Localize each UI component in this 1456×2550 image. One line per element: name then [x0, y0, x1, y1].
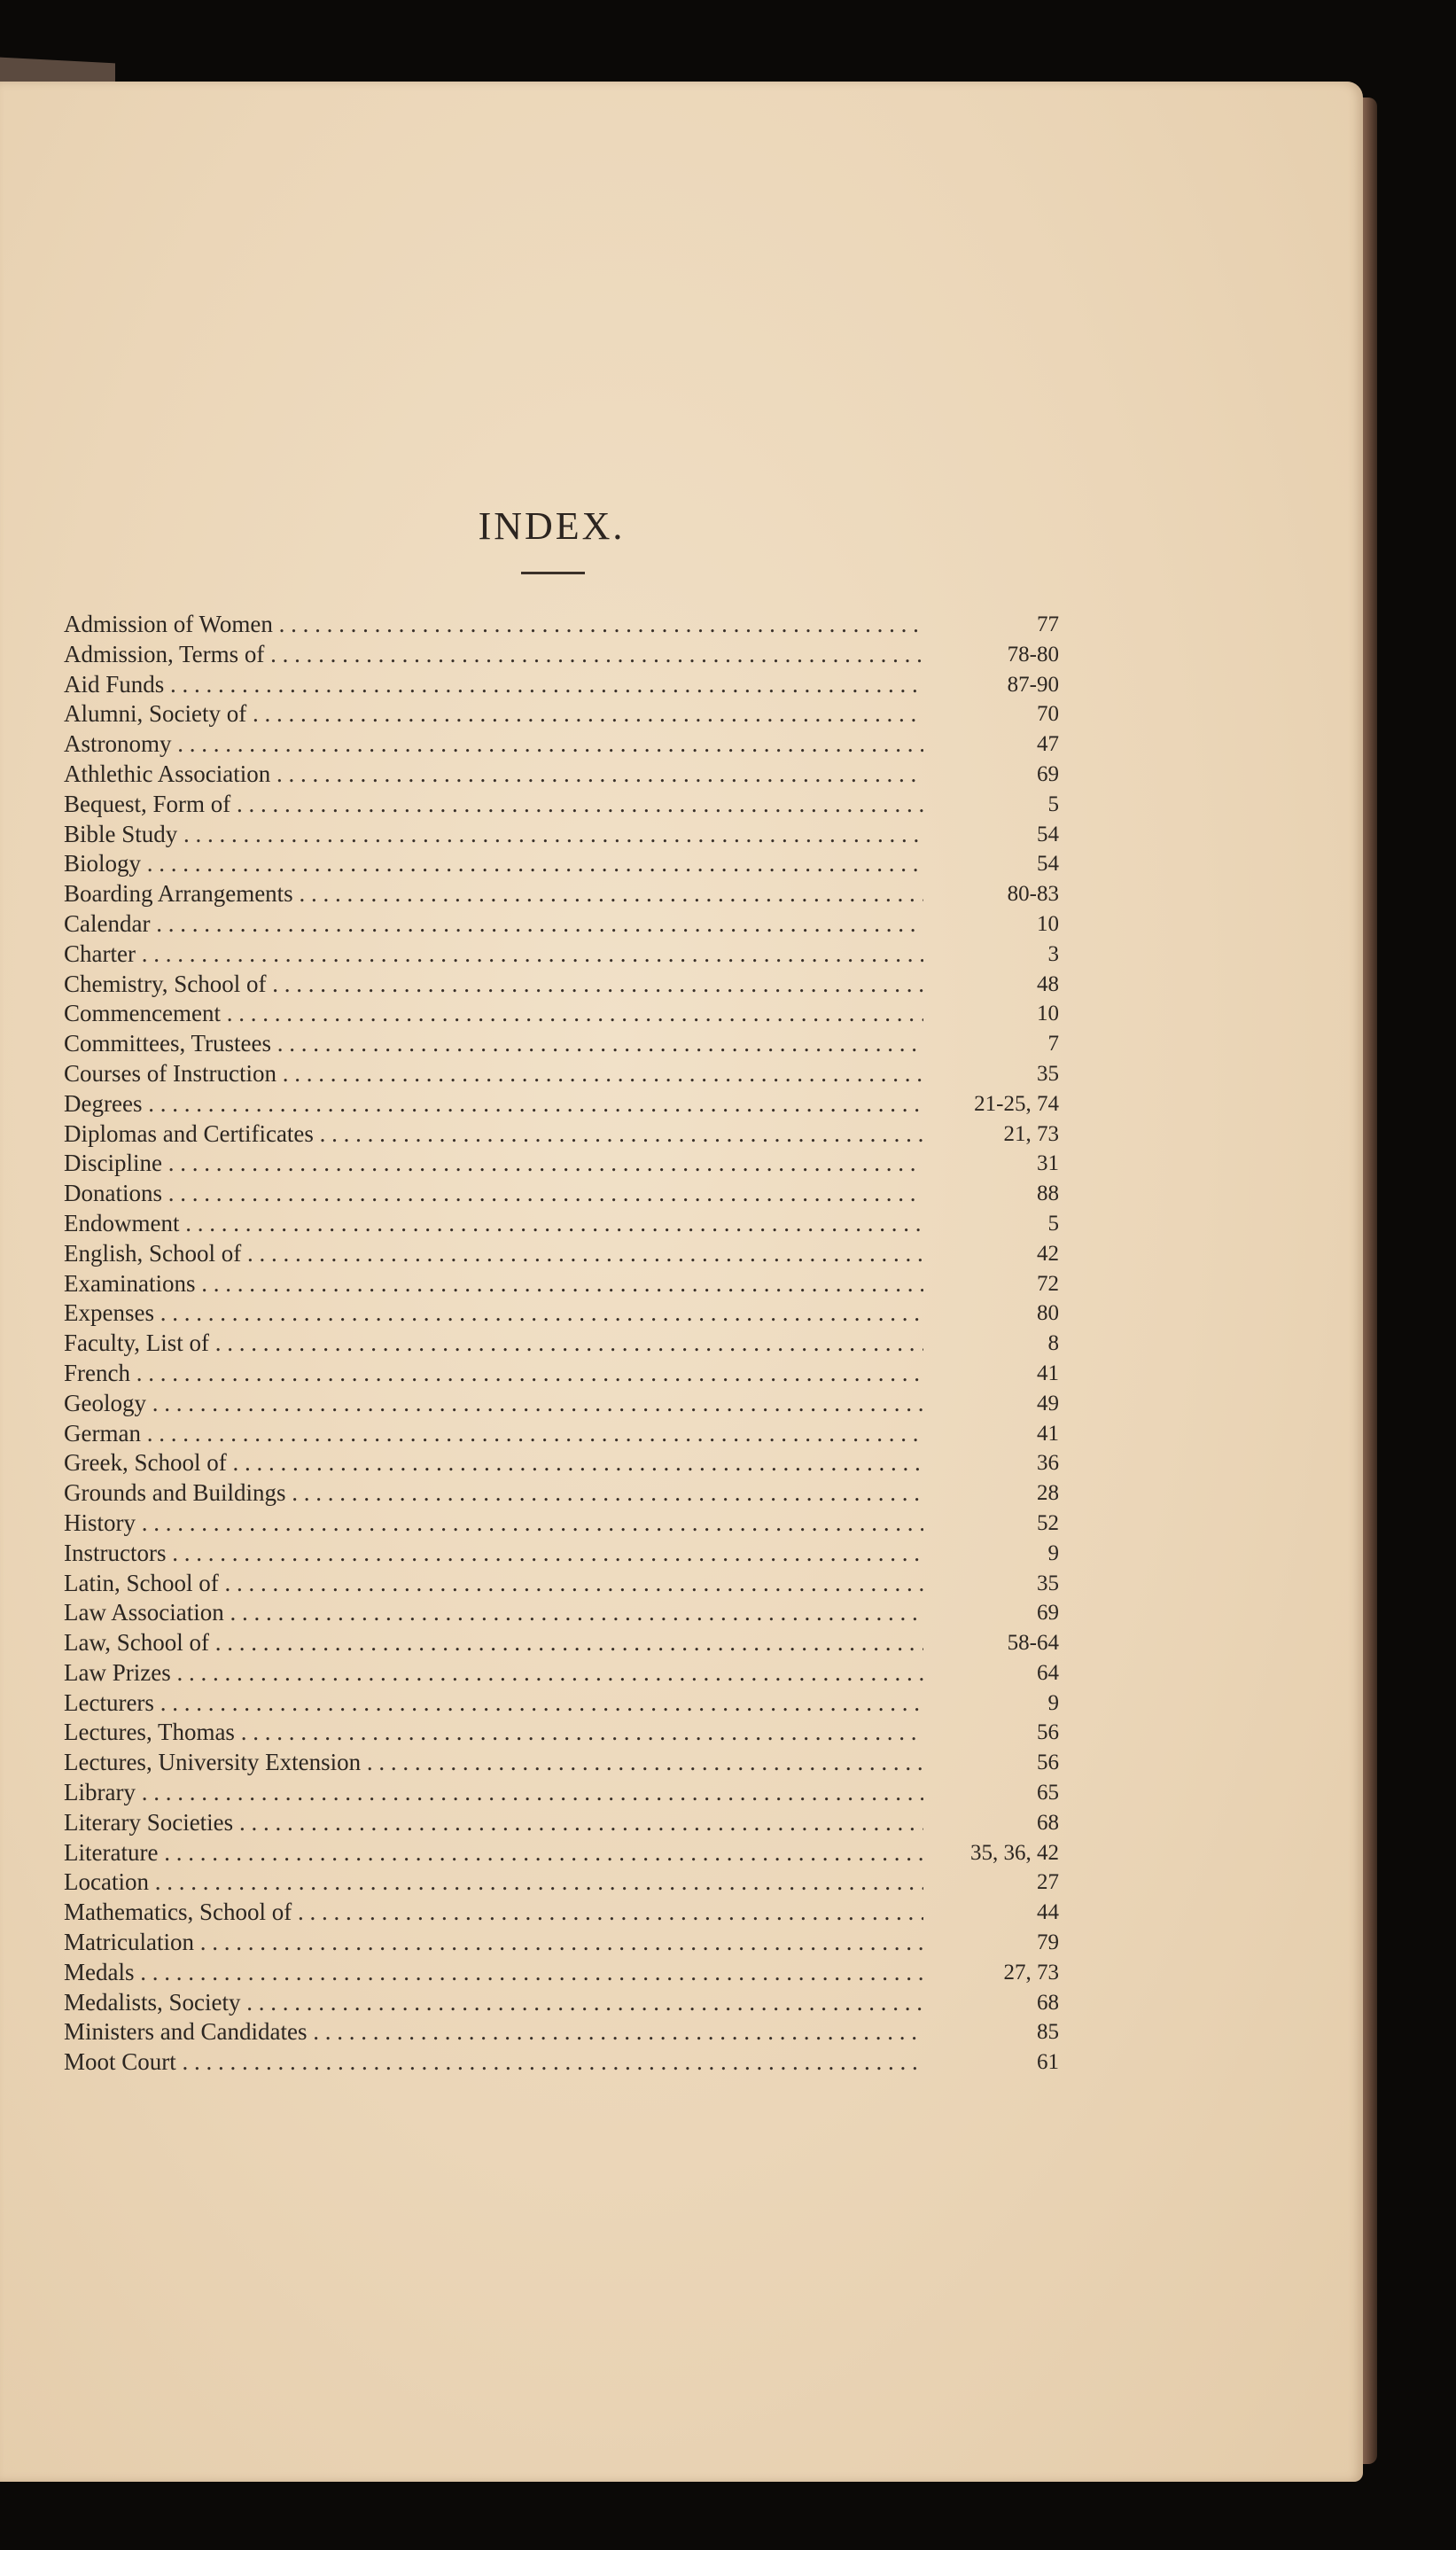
index-entry	[64, 879, 1074, 909]
entry-pages: 78-80	[1007, 642, 1059, 667]
entry-pages: 77	[1037, 612, 1059, 636]
index-entry	[64, 1059, 1074, 1089]
entry-pages: 54	[1037, 852, 1059, 877]
entry-pages: 69	[1037, 1601, 1059, 1626]
entry-pages: 28	[1037, 1481, 1059, 1506]
entry-label: Lectures, University Extension . . .	[64, 1748, 923, 1778]
index-entry	[64, 670, 1074, 700]
entry-pages: 31	[1037, 1151, 1059, 1176]
entry-pages: 27, 73	[1003, 1960, 1059, 1985]
entry-pages: 72	[1037, 1271, 1059, 1296]
index-entry	[64, 1119, 1074, 1150]
index-entry	[64, 1569, 1074, 1599]
entry-label: Committees, Trustees . . .	[64, 1029, 923, 1059]
index-entry	[64, 1089, 1074, 1119]
entry-label: Faculty, List of . . .	[64, 1329, 923, 1359]
entry-pages: 52	[1037, 1510, 1059, 1535]
index-entry	[64, 1838, 1074, 1868]
entry-label: Examinations . . .	[64, 1269, 923, 1299]
entry-pages: 54	[1037, 822, 1059, 846]
entry-label: Literature . . .	[64, 1838, 923, 1868]
entry-pages: 35, 36, 42	[970, 1840, 1059, 1865]
entry-label: Bible Study . . .	[64, 820, 923, 850]
entry-label: Donations . . .	[64, 1179, 923, 1209]
title-rule	[521, 572, 585, 574]
entry-label: Moot Court . . .	[64, 2047, 923, 2078]
entry-label: English, School of . . .	[64, 1239, 923, 1269]
entry-pages: 65	[1037, 1781, 1059, 1805]
entry-label: Boarding Arrangements . . .	[64, 879, 923, 909]
entry-pages: 5	[1047, 1211, 1059, 1236]
entry-pages: 88	[1037, 1181, 1059, 1206]
entry-pages: 61	[1037, 2050, 1059, 2075]
index-entry	[64, 1419, 1074, 1449]
index-entry	[64, 640, 1074, 670]
entry-label: Matriculation . . .	[64, 1928, 923, 1958]
index-entry	[64, 940, 1074, 970]
entry-label: Law Association . . .	[64, 1598, 923, 1628]
entry-pages: 41	[1037, 1421, 1059, 1446]
index-entry	[64, 1239, 1074, 1269]
entry-label: Lecturers . . .	[64, 1688, 923, 1719]
entry-label: Diplomas and Certificates . . .	[64, 1119, 923, 1150]
entry-label: Location . . .	[64, 1868, 923, 1898]
index-entry	[64, 760, 1074, 790]
index-entry	[64, 1329, 1074, 1359]
entry-pages: 9	[1047, 1690, 1059, 1715]
entry-label: Endowment . . .	[64, 1209, 923, 1239]
page-title: INDEX.	[478, 504, 626, 548]
index-entry	[64, 1808, 1074, 1838]
index-entry	[64, 1478, 1074, 1509]
entry-pages: 79	[1037, 1930, 1059, 1955]
entry-label: Degrees . . .	[64, 1089, 923, 1119]
entry-pages: 27	[1037, 1870, 1059, 1895]
entry-label: Medals . . .	[64, 1958, 923, 1988]
entry-pages: 21-25, 74	[974, 1091, 1059, 1116]
index-entry	[64, 1628, 1074, 1658]
entry-pages: 3	[1047, 941, 1059, 966]
entry-pages: 8	[1047, 1331, 1059, 1356]
entry-pages: 10	[1037, 1002, 1059, 1026]
index-entry	[64, 1209, 1074, 1239]
entry-label: Greek, School of . . .	[64, 1448, 923, 1478]
entry-label: Athlethic Association . . .	[64, 760, 923, 790]
entry-label: Discipline . . .	[64, 1149, 923, 1179]
index-entry	[64, 610, 1074, 640]
entry-label: Chemistry, School of . . .	[64, 970, 923, 1000]
index-entry	[64, 1448, 1074, 1478]
entry-label: Literary Societies . . .	[64, 1808, 923, 1838]
entry-label: Admission, Terms of . . .	[64, 640, 923, 670]
index-entry	[64, 1928, 1074, 1958]
entry-pages: 10	[1037, 911, 1059, 936]
entry-label: Admission of Women . . .	[64, 610, 923, 640]
index-entry	[64, 1658, 1074, 1688]
index-entry	[64, 1269, 1074, 1299]
entry-label: Astronomy . . .	[64, 729, 923, 760]
entry-pages: 48	[1037, 971, 1059, 996]
entry-label: Latin, School of . . .	[64, 1569, 923, 1599]
entry-label: Alumni, Society of . . .	[64, 699, 923, 729]
index-entry	[64, 1298, 1074, 1329]
index-entry	[64, 970, 1074, 1000]
index-entry	[64, 1868, 1074, 1898]
entry-pages: 85	[1037, 2020, 1059, 2045]
entry-label: French . . .	[64, 1359, 923, 1389]
index-entry	[64, 729, 1074, 760]
index-entry	[64, 1149, 1074, 1179]
entry-pages: 44	[1037, 1900, 1059, 1925]
entry-pages: 87-90	[1007, 672, 1059, 697]
entry-pages: 69	[1037, 761, 1059, 786]
entry-pages: 7	[1047, 1032, 1059, 1057]
entry-pages: 68	[1037, 1990, 1059, 2015]
entry-pages: 49	[1037, 1391, 1059, 1415]
index-entry	[64, 1179, 1074, 1209]
entry-label: Law, School of . . .	[64, 1628, 923, 1658]
entry-label: Charter . . .	[64, 940, 923, 970]
entry-pages: 64	[1037, 1660, 1059, 1685]
entry-label: Grounds and Buildings . . .	[64, 1478, 923, 1509]
entry-pages: 80	[1037, 1301, 1059, 1326]
index-entry	[64, 1778, 1074, 1808]
entry-pages: 58-64	[1007, 1631, 1059, 1656]
index-entry	[64, 1029, 1074, 1059]
entry-label: Commencement . . .	[64, 999, 923, 1029]
entry-label: Aid Funds . . .	[64, 670, 923, 700]
entry-pages: 9	[1047, 1540, 1059, 1565]
index-entry	[64, 1988, 1074, 2018]
entry-pages: 56	[1037, 1720, 1059, 1745]
entry-label: Ministers and Candidates . . .	[64, 2017, 923, 2047]
entry-pages: 36	[1037, 1451, 1059, 1476]
entry-label: Law Prizes . . .	[64, 1658, 923, 1688]
entry-pages: 41	[1037, 1361, 1059, 1385]
index-entry	[64, 2047, 1074, 2078]
index-entry	[64, 820, 1074, 850]
entry-label: Instructors . . .	[64, 1539, 923, 1569]
entry-pages: 35	[1037, 1571, 1059, 1595]
index-entry	[64, 909, 1074, 940]
index-entry	[64, 999, 1074, 1029]
index-entry	[64, 1598, 1074, 1628]
index-entry	[64, 2017, 1074, 2047]
index-entry	[64, 1539, 1074, 1569]
index-entry	[64, 1509, 1074, 1539]
entry-label: German . . .	[64, 1419, 923, 1449]
index-list	[64, 610, 1074, 2078]
index-entry	[64, 1958, 1074, 1988]
index-entry	[64, 790, 1074, 820]
entry-label: Mathematics, School of . . .	[64, 1898, 923, 1928]
entry-label: Calendar . . .	[64, 909, 923, 940]
index-entry	[64, 1898, 1074, 1928]
index-entry	[64, 849, 1074, 879]
entry-label: Courses of Instruction . . .	[64, 1059, 923, 1089]
entry-pages: 68	[1037, 1810, 1059, 1835]
entry-label: Bequest, Form of . . .	[64, 790, 923, 820]
entry-pages: 35	[1037, 1061, 1059, 1086]
index-entry	[64, 1718, 1074, 1748]
entry-label: Medalists, Society . . .	[64, 1988, 923, 2018]
entry-label: Biology . . .	[64, 849, 923, 879]
entry-label: Geology . . .	[64, 1389, 923, 1419]
entry-label: History . . .	[64, 1509, 923, 1539]
entry-label: Expenses . . .	[64, 1298, 923, 1329]
entry-label: Library . . .	[64, 1778, 923, 1808]
index-entry	[64, 1688, 1074, 1719]
entry-pages: 42	[1037, 1241, 1059, 1266]
entry-pages: 47	[1037, 732, 1059, 757]
entry-pages: 70	[1037, 702, 1059, 727]
index-entry	[64, 1359, 1074, 1389]
entry-pages: 21, 73	[1003, 1121, 1059, 1146]
index-entry	[64, 1748, 1074, 1778]
index-entry	[64, 699, 1074, 729]
entry-pages: 56	[1037, 1751, 1059, 1775]
index-entry	[64, 1389, 1074, 1419]
entry-pages: 80-83	[1007, 882, 1059, 907]
entry-label: Lectures, Thomas . . .	[64, 1718, 923, 1748]
entry-pages: 5	[1047, 792, 1059, 816]
